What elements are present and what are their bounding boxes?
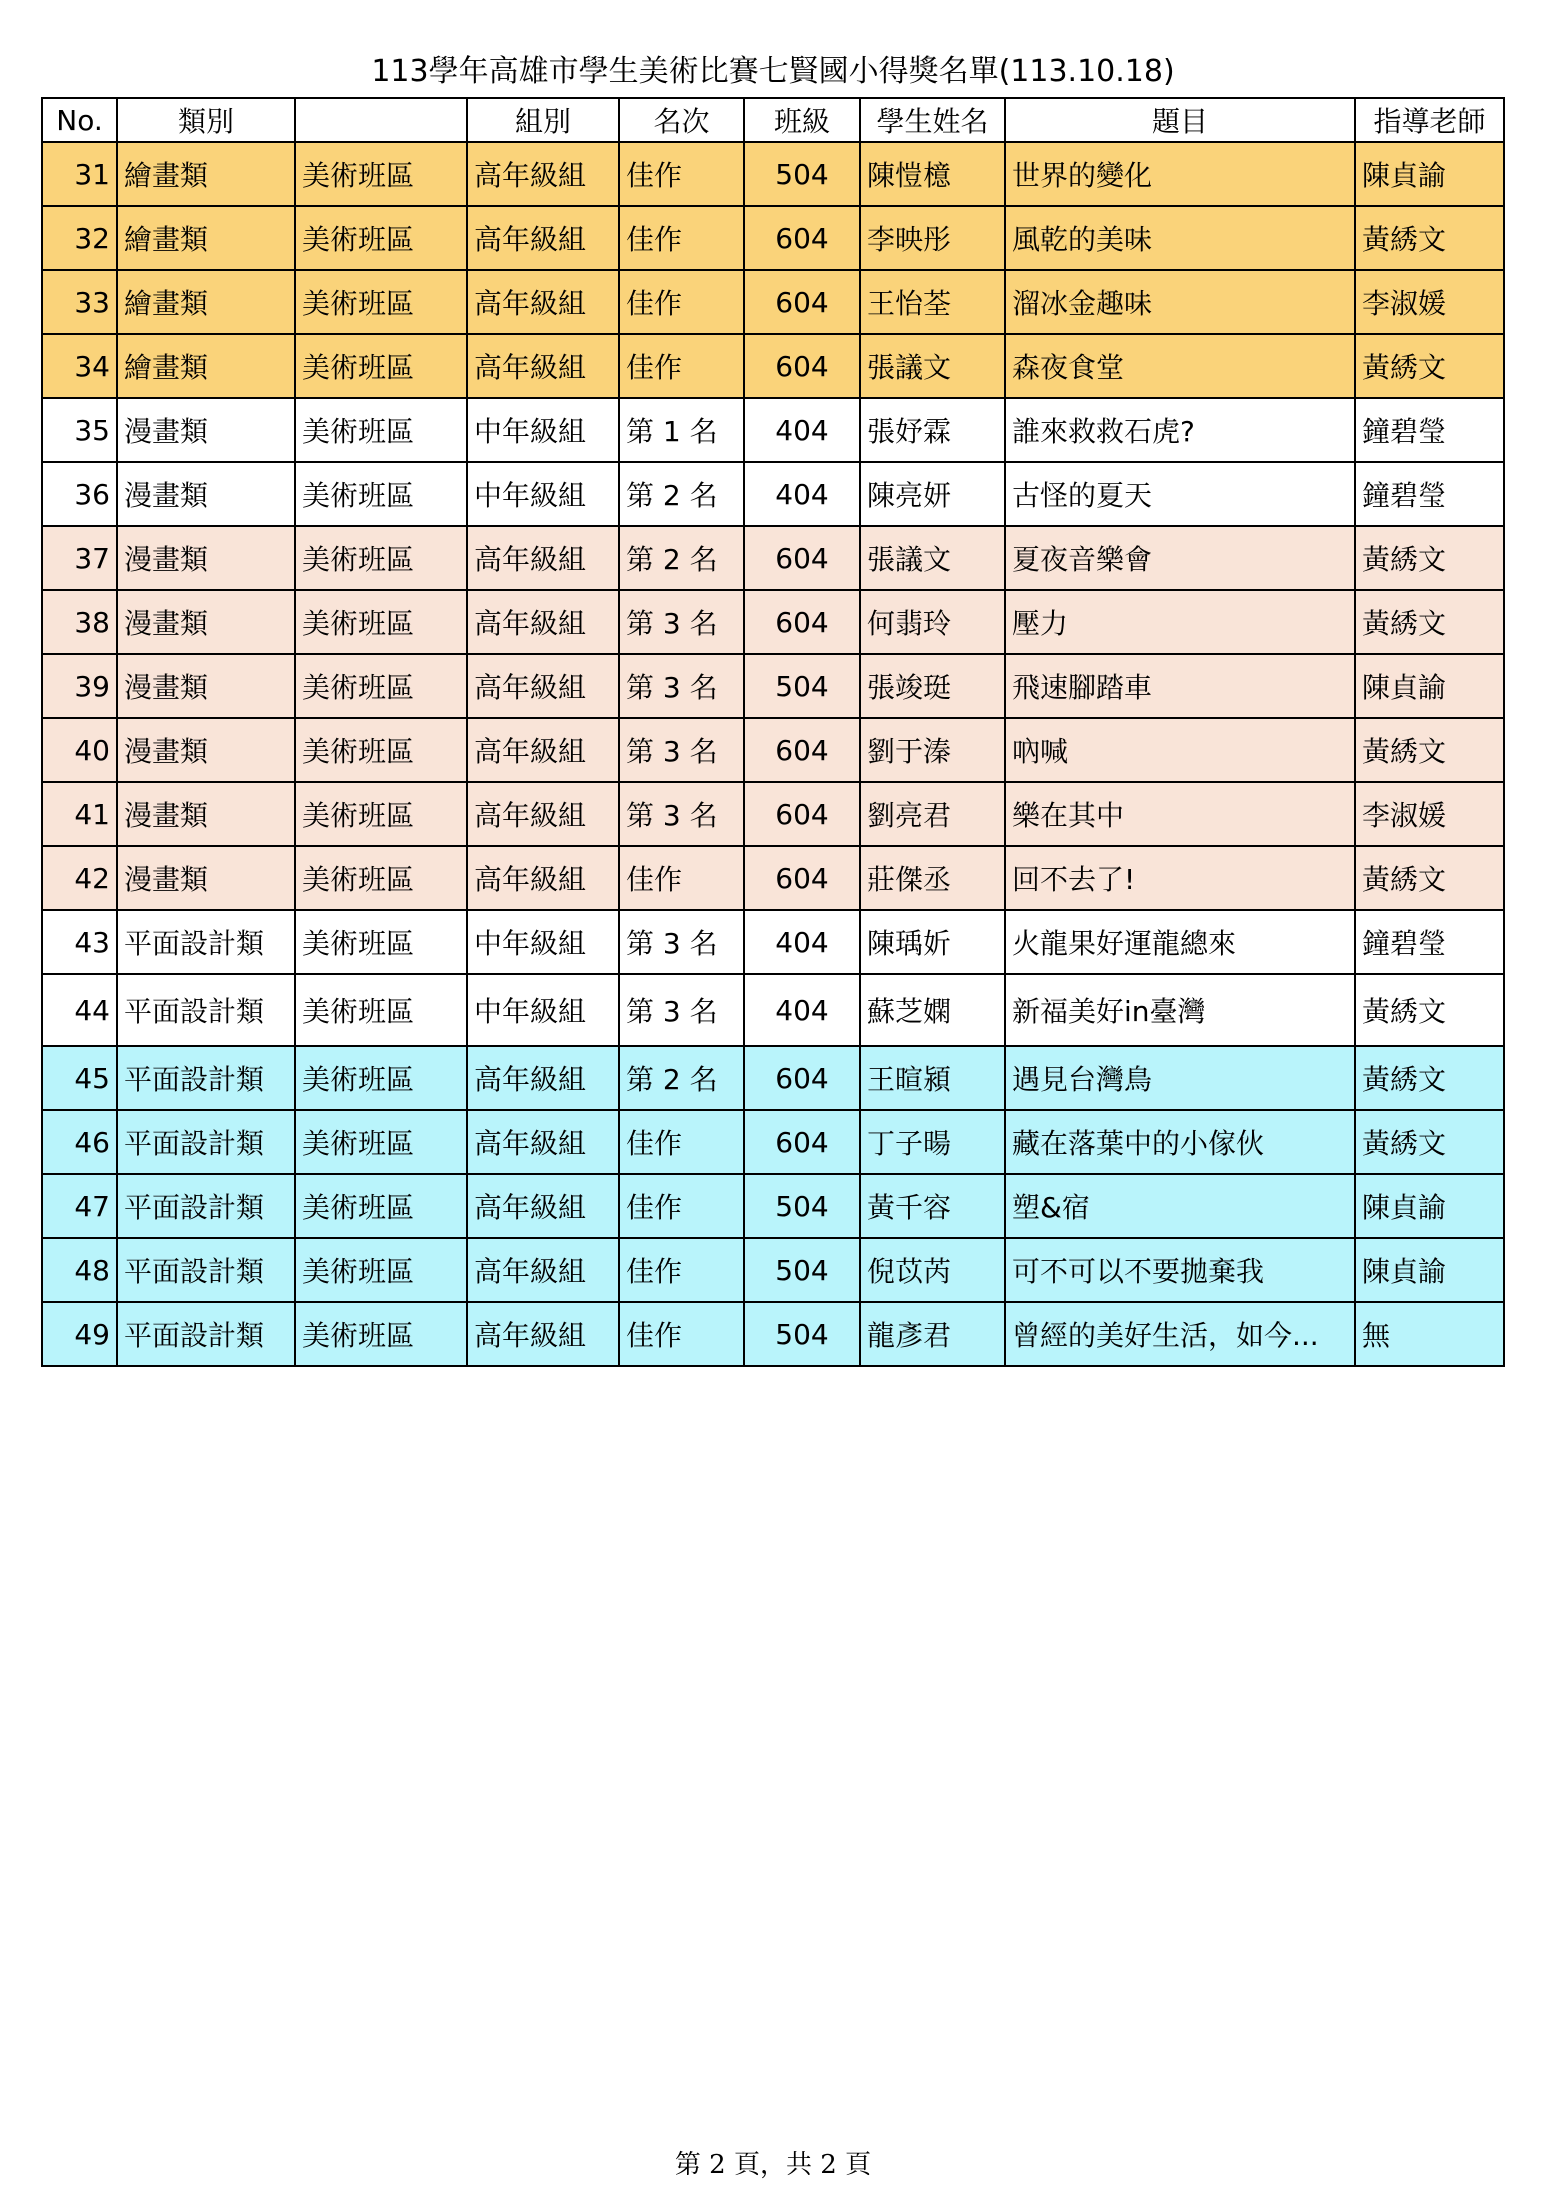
cell-area: 美術班區 bbox=[295, 590, 467, 654]
cell-teacher: 鐘碧瑩 bbox=[1355, 398, 1504, 462]
cell-topic: 可不可以不要拋棄我 bbox=[1005, 1238, 1355, 1302]
cell-category: 繪畫類 bbox=[117, 142, 295, 206]
cell-teacher: 陳貞諭 bbox=[1355, 654, 1504, 718]
cell-topic: 火龍果好運龍總來 bbox=[1005, 910, 1355, 974]
table-row bbox=[42, 718, 1504, 782]
cell-class: 604 bbox=[744, 782, 860, 846]
cell-no: 44 bbox=[42, 974, 117, 1046]
cell-area: 美術班區 bbox=[295, 718, 467, 782]
cell-class: 604 bbox=[744, 334, 860, 398]
cell-student-name: 黃千容 bbox=[860, 1174, 1005, 1238]
cell-category: 繪畫類 bbox=[117, 270, 295, 334]
page-title: 113學年高雄市學生美術比賽七賢國小得獎名單(113.10.18) bbox=[371, 54, 1175, 89]
cell-student-name: 陳亮妍 bbox=[860, 462, 1005, 526]
cell-group: 高年級組 bbox=[467, 654, 619, 718]
cell-rank: 佳作 bbox=[619, 1110, 744, 1174]
cell-topic: 塑&宿 bbox=[1005, 1174, 1355, 1238]
cell-category: 漫畫類 bbox=[117, 846, 295, 910]
cell-group: 高年級組 bbox=[467, 526, 619, 590]
cell-category: 平面設計類 bbox=[117, 1174, 295, 1238]
cell-area: 美術班區 bbox=[295, 1046, 467, 1110]
cell-category: 漫畫類 bbox=[117, 462, 295, 526]
cell-rank: 第 1 名 bbox=[619, 398, 744, 462]
cell-rank: 第 3 名 bbox=[619, 590, 744, 654]
cell-teacher: 陳貞諭 bbox=[1355, 1238, 1504, 1302]
cell-area: 美術班區 bbox=[295, 206, 467, 270]
cell-topic: 森夜食堂 bbox=[1005, 334, 1355, 398]
cell-teacher: 黃綉文 bbox=[1355, 206, 1504, 270]
cell-topic: 樂在其中 bbox=[1005, 782, 1355, 846]
cell-no: 42 bbox=[42, 846, 117, 910]
table-row bbox=[42, 654, 1504, 718]
cell-topic: 飛速腳踏車 bbox=[1005, 654, 1355, 718]
cell-teacher: 黃綉文 bbox=[1355, 1046, 1504, 1110]
cell-rank: 佳作 bbox=[619, 1302, 744, 1366]
cell-teacher: 黃綉文 bbox=[1355, 334, 1504, 398]
table-row bbox=[42, 526, 1504, 590]
cell-no: 35 bbox=[42, 398, 117, 462]
col-header-category: 類別 bbox=[117, 98, 295, 142]
cell-rank: 佳作 bbox=[619, 846, 744, 910]
cell-rank: 第 3 名 bbox=[619, 910, 744, 974]
cell-teacher: 黃綉文 bbox=[1355, 590, 1504, 654]
cell-teacher: 鐘碧瑩 bbox=[1355, 462, 1504, 526]
cell-no: 34 bbox=[42, 334, 117, 398]
cell-class: 604 bbox=[744, 846, 860, 910]
cell-class: 404 bbox=[744, 974, 860, 1046]
cell-student-name: 劉亮君 bbox=[860, 782, 1005, 846]
cell-class: 404 bbox=[744, 398, 860, 462]
cell-topic: 風乾的美味 bbox=[1005, 206, 1355, 270]
cell-no: 43 bbox=[42, 910, 117, 974]
cell-category: 繪畫類 bbox=[117, 206, 295, 270]
table-row bbox=[42, 142, 1504, 206]
cell-class: 504 bbox=[744, 1238, 860, 1302]
cell-group: 高年級組 bbox=[467, 782, 619, 846]
cell-area: 美術班區 bbox=[295, 654, 467, 718]
cell-class: 604 bbox=[744, 206, 860, 270]
cell-class: 504 bbox=[744, 142, 860, 206]
cell-class: 404 bbox=[744, 910, 860, 974]
cell-category: 漫畫類 bbox=[117, 526, 295, 590]
cell-category: 漫畫類 bbox=[117, 718, 295, 782]
cell-category: 漫畫類 bbox=[117, 590, 295, 654]
cell-category: 平面設計類 bbox=[117, 1046, 295, 1110]
cell-no: 45 bbox=[42, 1046, 117, 1110]
cell-class: 604 bbox=[744, 590, 860, 654]
cell-student-name: 劉于溱 bbox=[860, 718, 1005, 782]
table-row bbox=[42, 270, 1504, 334]
cell-area: 美術班區 bbox=[295, 270, 467, 334]
cell-category: 平面設計類 bbox=[117, 1110, 295, 1174]
cell-teacher: 李淑媛 bbox=[1355, 270, 1504, 334]
cell-teacher: 無 bbox=[1355, 1302, 1504, 1366]
cell-rank: 佳作 bbox=[619, 334, 744, 398]
page-footer: 第 2 頁，共 2 頁 bbox=[674, 2150, 872, 2180]
cell-rank: 佳作 bbox=[619, 270, 744, 334]
cell-topic: 誰來救救石虎? bbox=[1005, 398, 1355, 462]
table-row bbox=[42, 1238, 1504, 1302]
cell-area: 美術班區 bbox=[295, 462, 467, 526]
cell-class: 404 bbox=[744, 462, 860, 526]
cell-area: 美術班區 bbox=[295, 974, 467, 1046]
cell-class: 504 bbox=[744, 654, 860, 718]
cell-group: 中年級組 bbox=[467, 910, 619, 974]
cell-area: 美術班區 bbox=[295, 782, 467, 846]
cell-topic: 曾經的美好生活，如今... bbox=[1005, 1302, 1355, 1366]
cell-group: 高年級組 bbox=[467, 1302, 619, 1366]
cell-area: 美術班區 bbox=[295, 334, 467, 398]
cell-area: 美術班區 bbox=[295, 846, 467, 910]
cell-group: 高年級組 bbox=[467, 334, 619, 398]
award-table bbox=[41, 97, 1505, 1367]
cell-teacher: 黃綉文 bbox=[1355, 846, 1504, 910]
cell-topic: 夏夜音樂會 bbox=[1005, 526, 1355, 590]
table-row bbox=[42, 1110, 1504, 1174]
cell-no: 40 bbox=[42, 718, 117, 782]
table-row bbox=[42, 782, 1504, 846]
cell-topic: 壓力 bbox=[1005, 590, 1355, 654]
cell-student-name: 李映彤 bbox=[860, 206, 1005, 270]
cell-class: 604 bbox=[744, 718, 860, 782]
table-row bbox=[42, 462, 1504, 526]
col-header-group: 組別 bbox=[467, 98, 619, 142]
cell-student-name: 陳瑀妡 bbox=[860, 910, 1005, 974]
cell-group: 高年級組 bbox=[467, 1174, 619, 1238]
cell-no: 37 bbox=[42, 526, 117, 590]
col-header-area bbox=[295, 98, 467, 142]
cell-group: 高年級組 bbox=[467, 270, 619, 334]
cell-area: 美術班區 bbox=[295, 398, 467, 462]
cell-rank: 第 3 名 bbox=[619, 974, 744, 1046]
cell-no: 41 bbox=[42, 782, 117, 846]
cell-category: 漫畫類 bbox=[117, 782, 295, 846]
cell-student-name: 張議文 bbox=[860, 334, 1005, 398]
cell-topic: 溜冰金趣味 bbox=[1005, 270, 1355, 334]
cell-area: 美術班區 bbox=[295, 1238, 467, 1302]
cell-rank: 第 2 名 bbox=[619, 1046, 744, 1110]
cell-area: 美術班區 bbox=[295, 1110, 467, 1174]
cell-rank: 第 2 名 bbox=[619, 462, 744, 526]
cell-student-name: 王怡荃 bbox=[860, 270, 1005, 334]
col-header-topic: 題目 bbox=[1005, 98, 1355, 142]
cell-group: 高年級組 bbox=[467, 1110, 619, 1174]
cell-group: 高年級組 bbox=[467, 142, 619, 206]
cell-no: 33 bbox=[42, 270, 117, 334]
cell-category: 平面設計類 bbox=[117, 1302, 295, 1366]
cell-category: 漫畫類 bbox=[117, 654, 295, 718]
cell-student-name: 張議文 bbox=[860, 526, 1005, 590]
cell-area: 美術班區 bbox=[295, 526, 467, 590]
cell-student-name: 蘇芝嫻 bbox=[860, 974, 1005, 1046]
cell-topic: 世界的變化 bbox=[1005, 142, 1355, 206]
cell-category: 平面設計類 bbox=[117, 974, 295, 1046]
cell-no: 46 bbox=[42, 1110, 117, 1174]
cell-area: 美術班區 bbox=[295, 910, 467, 974]
cell-student-name: 龍彥君 bbox=[860, 1302, 1005, 1366]
table-row bbox=[42, 1046, 1504, 1110]
cell-teacher: 陳貞諭 bbox=[1355, 1174, 1504, 1238]
cell-no: 31 bbox=[42, 142, 117, 206]
cell-area: 美術班區 bbox=[295, 1174, 467, 1238]
cell-no: 49 bbox=[42, 1302, 117, 1366]
cell-topic: 新福美好in臺灣 bbox=[1005, 974, 1355, 1046]
cell-topic: 藏在落葉中的小傢伙 bbox=[1005, 1110, 1355, 1174]
cell-group: 中年級組 bbox=[467, 462, 619, 526]
table-row bbox=[42, 1174, 1504, 1238]
cell-area: 美術班區 bbox=[295, 1302, 467, 1366]
cell-area: 美術班區 bbox=[295, 142, 467, 206]
cell-rank: 第 3 名 bbox=[619, 654, 744, 718]
cell-class: 604 bbox=[744, 1046, 860, 1110]
cell-no: 38 bbox=[42, 590, 117, 654]
header-row bbox=[42, 98, 1504, 142]
cell-student-name: 張竣珽 bbox=[860, 654, 1005, 718]
cell-no: 39 bbox=[42, 654, 117, 718]
cell-class: 604 bbox=[744, 1110, 860, 1174]
cell-teacher: 黃綉文 bbox=[1355, 974, 1504, 1046]
cell-teacher: 李淑媛 bbox=[1355, 782, 1504, 846]
cell-group: 高年級組 bbox=[467, 1046, 619, 1110]
col-header-no: No. bbox=[42, 98, 117, 142]
cell-teacher: 黃綉文 bbox=[1355, 718, 1504, 782]
col-header-class: 班級 bbox=[744, 98, 860, 142]
cell-rank: 佳作 bbox=[619, 206, 744, 270]
cell-group: 高年級組 bbox=[467, 590, 619, 654]
table-row bbox=[42, 206, 1504, 270]
cell-category: 繪畫類 bbox=[117, 334, 295, 398]
cell-no: 47 bbox=[42, 1174, 117, 1238]
cell-rank: 第 3 名 bbox=[619, 718, 744, 782]
cell-student-name: 陳愷檍 bbox=[860, 142, 1005, 206]
cell-student-name: 丁子暘 bbox=[860, 1110, 1005, 1174]
cell-group: 高年級組 bbox=[467, 1238, 619, 1302]
cell-category: 漫畫類 bbox=[117, 398, 295, 462]
cell-class: 604 bbox=[744, 526, 860, 590]
cell-rank: 第 3 名 bbox=[619, 782, 744, 846]
cell-rank: 佳作 bbox=[619, 1174, 744, 1238]
cell-group: 高年級組 bbox=[467, 206, 619, 270]
cell-no: 36 bbox=[42, 462, 117, 526]
table-row bbox=[42, 334, 1504, 398]
cell-rank: 佳作 bbox=[619, 142, 744, 206]
cell-teacher: 陳貞諭 bbox=[1355, 142, 1504, 206]
cell-no: 32 bbox=[42, 206, 117, 270]
cell-class: 604 bbox=[744, 270, 860, 334]
cell-student-name: 莊傑丞 bbox=[860, 846, 1005, 910]
cell-teacher: 黃綉文 bbox=[1355, 1110, 1504, 1174]
table-row bbox=[42, 398, 1504, 462]
cell-rank: 佳作 bbox=[619, 1238, 744, 1302]
table-row bbox=[42, 910, 1504, 974]
cell-group: 高年級組 bbox=[467, 846, 619, 910]
cell-teacher: 黃綉文 bbox=[1355, 526, 1504, 590]
table-row bbox=[42, 1302, 1504, 1366]
cell-rank: 第 2 名 bbox=[619, 526, 744, 590]
cell-student-name: 王暄潁 bbox=[860, 1046, 1005, 1110]
cell-teacher: 鐘碧瑩 bbox=[1355, 910, 1504, 974]
cell-topic: 古怪的夏天 bbox=[1005, 462, 1355, 526]
cell-topic: 吶喊 bbox=[1005, 718, 1355, 782]
cell-group: 高年級組 bbox=[467, 718, 619, 782]
col-header-teacher: 指導老師 bbox=[1355, 98, 1504, 142]
cell-student-name: 倪苡芮 bbox=[860, 1238, 1005, 1302]
table-row bbox=[42, 846, 1504, 910]
cell-class: 504 bbox=[744, 1302, 860, 1366]
table-row bbox=[42, 590, 1504, 654]
col-header-rank: 名次 bbox=[619, 98, 744, 142]
cell-class: 504 bbox=[744, 1174, 860, 1238]
cell-group: 中年級組 bbox=[467, 398, 619, 462]
col-header-student-name: 學生姓名 bbox=[860, 98, 1005, 142]
cell-no: 48 bbox=[42, 1238, 117, 1302]
cell-student-name: 何翡玲 bbox=[860, 590, 1005, 654]
cell-group: 中年級組 bbox=[467, 974, 619, 1046]
cell-student-name: 張妤霖 bbox=[860, 398, 1005, 462]
cell-topic: 遇見台灣鳥 bbox=[1005, 1046, 1355, 1110]
cell-topic: 回不去了! bbox=[1005, 846, 1355, 910]
cell-category: 平面設計類 bbox=[117, 1238, 295, 1302]
cell-category: 平面設計類 bbox=[117, 910, 295, 974]
table-row bbox=[42, 974, 1504, 1046]
